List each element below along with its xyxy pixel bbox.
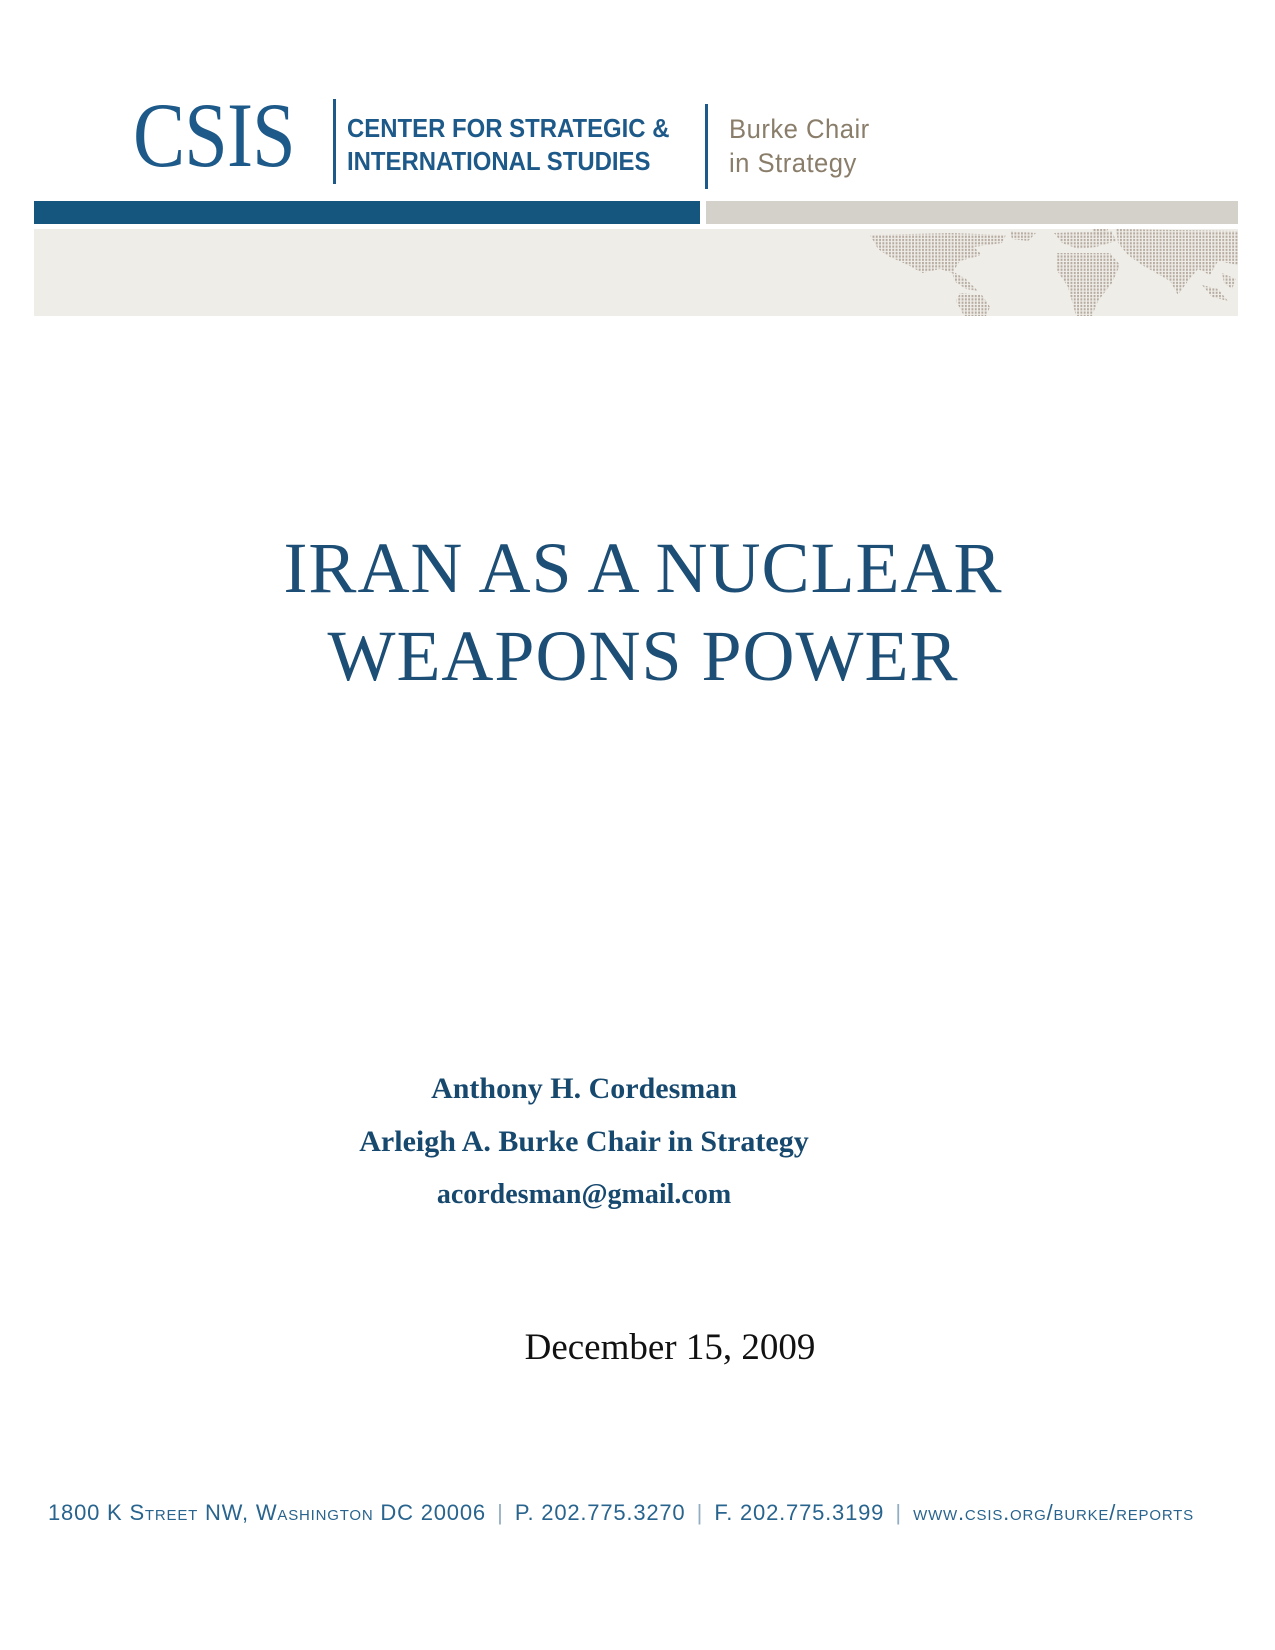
program-name-line1: Burke Chair [729, 114, 870, 144]
author-block [0, 1062, 1168, 1221]
author-role: Arleigh A. Burke Chair in Strategy [359, 1125, 809, 1158]
banner-band [34, 229, 1238, 316]
report-date: December 15, 2009 [524, 1327, 816, 1368]
world-map-icon [856, 229, 1238, 316]
footer-separator: | [696, 1500, 704, 1525]
footer-phone: P. 202.775.3270 [514, 1500, 686, 1525]
footer-separator: | [497, 1500, 504, 1525]
report-title-line2: WEAPONS POWER [327, 616, 959, 696]
author-email: acordesman@gmail.com [436, 1179, 732, 1210]
footer-url: www.csis.org/burke/reports [913, 1500, 1194, 1525]
program-name [729, 112, 877, 180]
report-title-line1: IRAN AS A NUCLEAR [283, 528, 1003, 608]
author-name: Anthony H. Cordesman [431, 1072, 737, 1105]
org-name [347, 112, 698, 178]
org-name-line1: CENTER FOR STRATEGIC & [347, 113, 670, 143]
footer [48, 1499, 1194, 1527]
report-title [11, 524, 1275, 700]
program-divider [705, 104, 708, 189]
footer-fax: F. 202.775.3199 [714, 1500, 885, 1525]
csis-logo: CSIS [133, 84, 295, 186]
logo-divider [333, 99, 336, 184]
program-name-line2: in Strategy [729, 148, 857, 178]
banner-blue-bar [34, 201, 700, 224]
footer-separator: | [895, 1500, 902, 1525]
org-name-line2: INTERNATIONAL STUDIES [347, 146, 651, 176]
banner-gray-bar [706, 201, 1238, 224]
footer-address: 1800 K Street NW, Washington DC 20006 [48, 1500, 486, 1525]
